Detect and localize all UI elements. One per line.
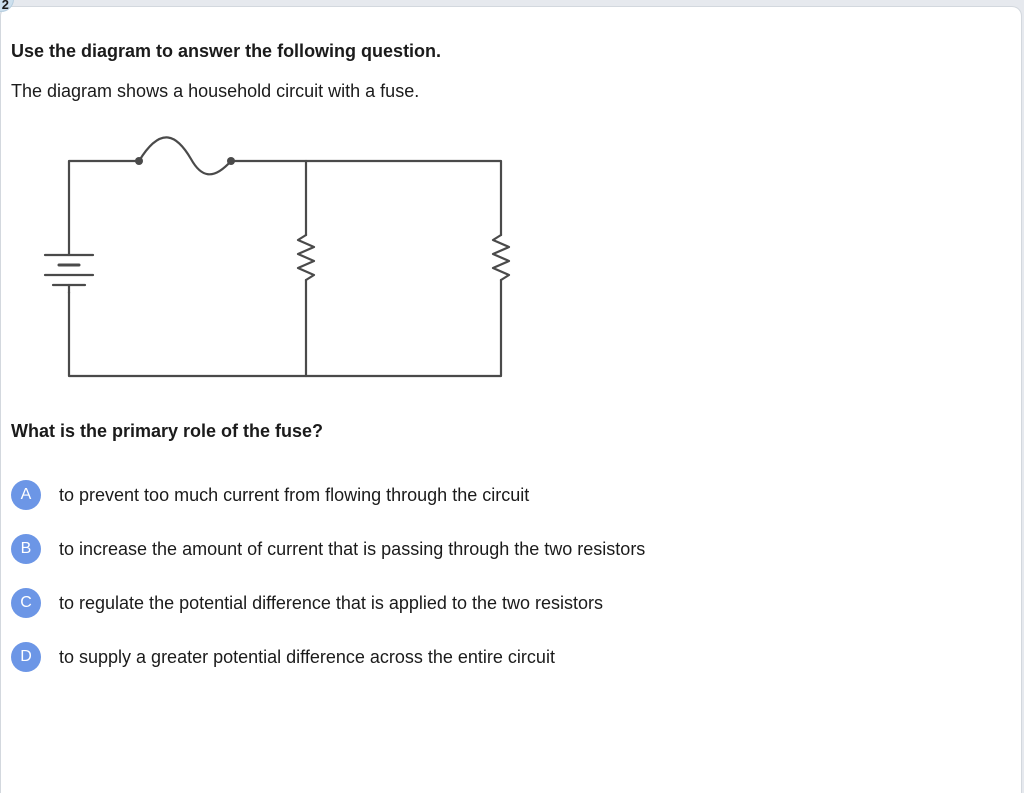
choice-b-text: to increase the amount of current that is passing through the two resistors — [59, 538, 646, 559]
choice-c-letter: C — [11, 588, 41, 618]
choice-c[interactable] — [11, 588, 603, 618]
wire-top-left — [69, 161, 139, 255]
choice-c-text: to regulate the potential difference that is applied to the two resistors — [59, 592, 603, 613]
choice-d[interactable] — [11, 642, 555, 672]
question-text: What is the primary role of the fuse? — [11, 421, 324, 441]
wire-top-right — [231, 161, 501, 235]
choice-a-letter: A — [11, 480, 41, 510]
question-number-badge: 2 — [0, 0, 14, 12]
choice-d-text: to supply a greater potential difference across the entire circuit — [59, 646, 555, 667]
fuse-terminal-right — [227, 157, 235, 165]
choice-d-letter: D — [11, 642, 41, 672]
battery — [45, 255, 93, 293]
resistor-right — [493, 235, 509, 280]
choice-a-text: to prevent too much current from flowing through the circuit — [59, 484, 530, 505]
choice-b-letter: B — [11, 534, 41, 564]
fuse-terminal-left — [135, 157, 143, 165]
stem-instruction: Use the diagram to answer the following question. — [11, 41, 442, 61]
question-card — [0, 6, 1022, 793]
fuse — [139, 137, 231, 174]
circuit-diagram — [1, 7, 521, 387]
stem-description: The diagram shows a household circuit with a fuse. — [11, 81, 420, 101]
resistor-middle — [298, 235, 314, 280]
wire-bottom — [69, 280, 501, 376]
choice-b[interactable] — [11, 534, 645, 564]
choice-a[interactable] — [11, 480, 529, 510]
